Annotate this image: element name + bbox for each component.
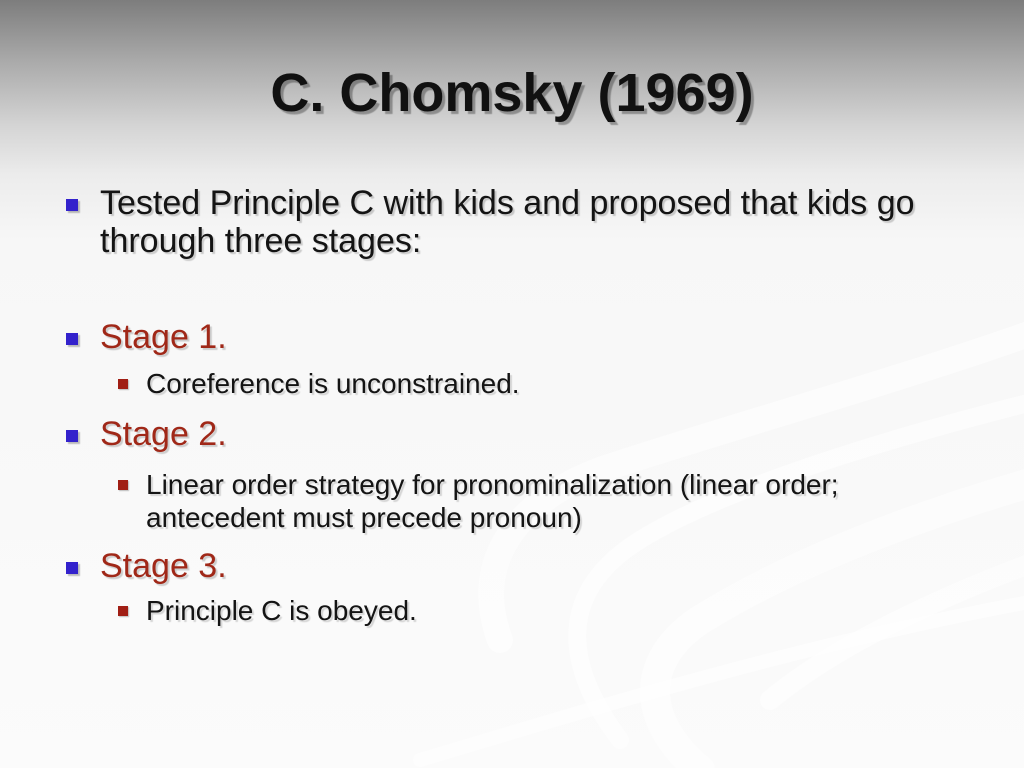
sub-bullet-stage-2 [106, 468, 960, 534]
bullet-intro-text: Tested Principle C with kids and proposed that kids go through three stages: [100, 184, 915, 260]
square-bullet-icon [66, 333, 78, 345]
square-bullet-icon [66, 430, 78, 442]
bullet-intro [60, 184, 960, 260]
slide-body [60, 184, 960, 627]
square-sub-bullet-icon [118, 379, 128, 389]
square-bullet-icon [66, 199, 78, 211]
stage-3-label: Stage 3. [100, 547, 227, 585]
bullet-stage-1 [60, 318, 960, 356]
stage-1-description: Coreference is unconstrained. [146, 368, 520, 399]
stage-3-description: Principle C is obeyed. [146, 595, 417, 626]
square-sub-bullet-icon [118, 606, 128, 616]
bullet-stage-3 [60, 547, 960, 585]
stage-2-label: Stage 2. [100, 415, 227, 453]
slide-title: C. Chomsky (1969) [270, 63, 754, 123]
stage-2-description: Linear order strategy for pronominalization (linear order; antecedent must precede pronoun) [146, 469, 839, 533]
stage-1-label: Stage 1. [100, 318, 227, 356]
sub-bullet-stage-1 [106, 367, 960, 400]
bullet-stage-2 [60, 415, 960, 453]
square-bullet-icon [66, 562, 78, 574]
sub-bullet-stage-3 [106, 594, 960, 627]
square-sub-bullet-icon [118, 480, 128, 490]
